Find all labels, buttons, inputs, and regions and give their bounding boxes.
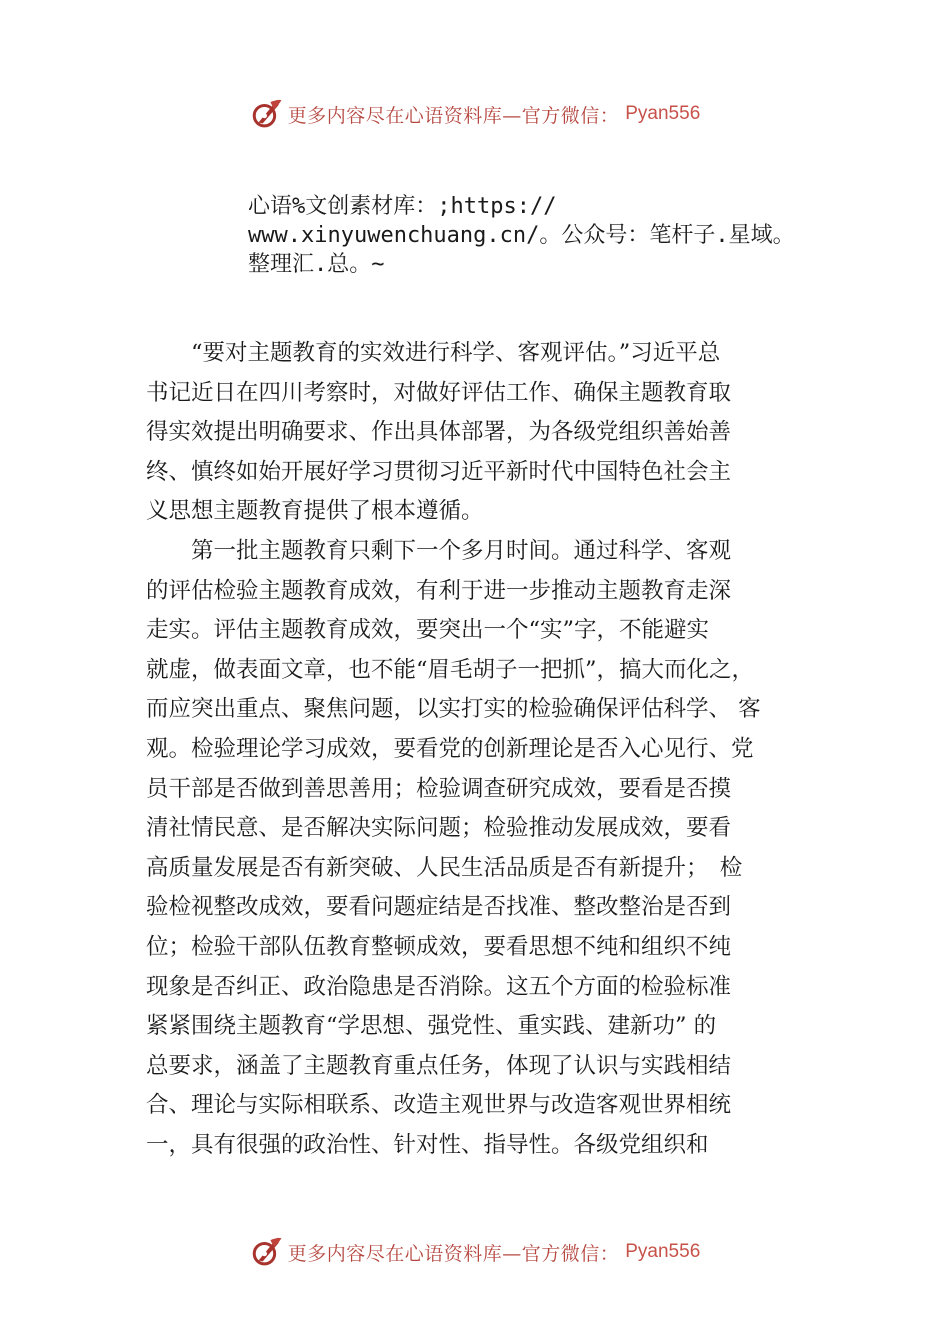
article-line: 第一批主题教育只剩下一个多月时间。通过科学、客观 — [146, 537, 732, 564]
article-line: 得实效提出明确要求、作出具体部署，为各级党组织善始善 — [146, 419, 732, 446]
article-line: 紧紧围绕主题教育“学思想、强党性、重实践、建新功” 的 — [146, 1013, 717, 1040]
article-line: 清社情民意、是否解决实际问题；检验推动发展成效，要看 — [146, 815, 732, 842]
article-line: 走实。评估主题教育成效，要突出一个“实”字，不能避实 — [146, 617, 710, 644]
article-line: 现象是否纠正、政治隐患是否消除。这五个方面的检验标准 — [146, 973, 732, 1000]
article-line: “要对主题教育的实效进行科学、客观评估。”习近平总 — [146, 340, 721, 366]
article-line: 的评估检验主题教育成效，有利于进一步推动主题教育走深 — [146, 577, 732, 604]
footer-banner — [0, 1232, 950, 1272]
banner-slogan: 更多内容尽在心语资料库—官方微信： — [287, 1242, 620, 1265]
article-line: 书记近日在四川考察时，对做好评估工作、确保主题教育取 — [146, 379, 732, 406]
article-body — [146, 334, 826, 1165]
header-banner — [0, 94, 950, 134]
article-line: 终、慎终如始开展好学习贯彻习近平新时代中国特色社会主 — [146, 458, 732, 485]
source-note-line: 整理汇.总。~ — [248, 252, 385, 277]
article-line: 就虚，做表面文章，也不能“眉毛胡子一把抓”，搞大而化之， — [146, 656, 755, 683]
article-line: 合、理论与实际相联系、改造主观世界与改造客观世界相统 — [146, 1092, 732, 1119]
article-line: 高质量发展是否有新突破、人民生活品质是否有新提升； 检 — [146, 854, 743, 881]
article-line: 观。检验理论学习成效，要看党的创新理论是否入心见行、党 — [146, 735, 754, 762]
article-line: 而应突出重点、聚焦问题，以实打实的检验确保评估科学、 客 — [146, 696, 761, 723]
source-note-line: 心语%文创素材库：;https:// — [248, 194, 557, 219]
article-line: 一，具有很强的政治性、针对性、指导性。各级党组织和 — [146, 1131, 709, 1158]
banner-wechat-account: Pyan556 — [625, 103, 701, 124]
source-note — [248, 192, 848, 279]
quill-logo-icon — [250, 97, 284, 131]
banner-slogan: 更多内容尽在心语资料库—官方微信： — [287, 104, 620, 127]
article-line: 验检视整改成效，要看问题症结是否找准、整改整治是否到 — [146, 894, 732, 921]
banner-wechat-account: Pyan556 — [625, 1241, 701, 1262]
article-line: 义思想主题教育提供了根本遵循。 — [146, 498, 484, 525]
quill-logo-icon — [250, 1235, 284, 1269]
article-line: 总要求，涵盖了主题教育重点任务，体现了认识与实践相结 — [146, 1052, 732, 1079]
article-line: 位；检验干部队伍教育整顿成效，要看思想不纯和组织不纯 — [146, 933, 732, 960]
source-note-line: www.xinyuwenchuang.cn/。公众号：笔杆子.星域。 — [248, 223, 795, 248]
article-line: 员干部是否做到善思善用；检验调查研究成效，要看是否摸 — [146, 775, 732, 802]
